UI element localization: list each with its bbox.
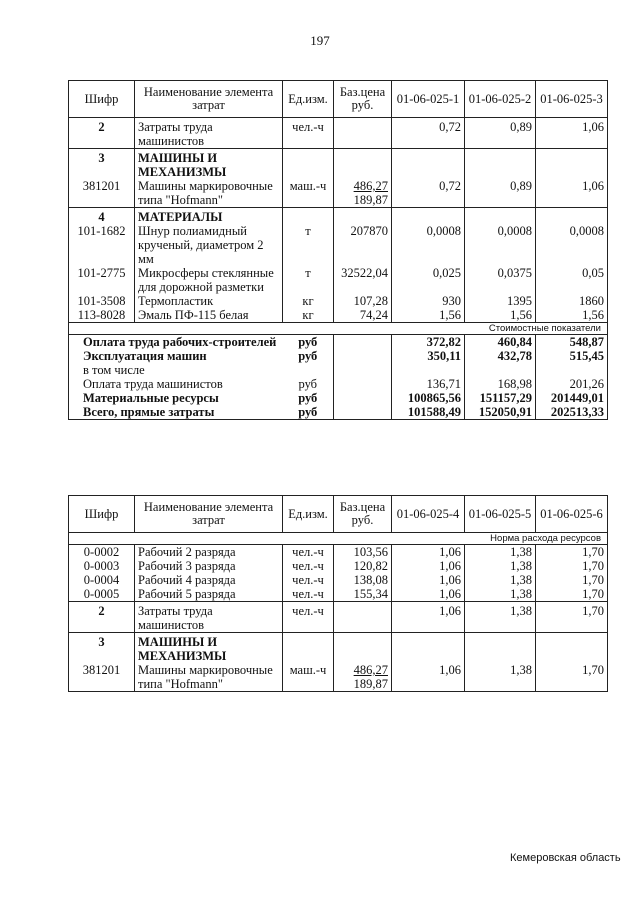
code-cell: 0-0004 xyxy=(69,573,135,587)
summary-name: в том числе xyxy=(69,363,283,377)
table-row xyxy=(69,602,608,633)
summary-row xyxy=(69,363,608,377)
value-cell xyxy=(392,363,465,377)
name-cell: МАШИНЫ И МЕХАНИЗМЫ xyxy=(135,633,283,664)
value-cell: 1,70 xyxy=(536,602,608,633)
name-cell: Затраты труда машинистов xyxy=(135,602,283,633)
value-cell xyxy=(536,363,608,377)
value-cell xyxy=(536,149,608,180)
value-cell xyxy=(392,149,465,180)
price-value: 107,28 xyxy=(353,294,388,308)
unit-cell: кг xyxy=(283,308,334,323)
value-cell xyxy=(465,208,536,225)
value-cell: 1,70 xyxy=(536,663,608,692)
value-cell: 101588,49 xyxy=(392,405,465,420)
table-row xyxy=(69,663,608,692)
value-cell: 1,38 xyxy=(465,573,536,587)
resource-table-1 xyxy=(68,80,608,420)
unit-cell: руб xyxy=(283,391,334,405)
value-cell xyxy=(536,208,608,225)
table-row xyxy=(69,266,608,294)
column-header: 01-06-025-3 xyxy=(536,81,608,118)
code-cell: 0-0005 xyxy=(69,587,135,602)
price-cell xyxy=(334,545,392,560)
summary-label-row xyxy=(69,323,608,335)
summary-name: Материальные ресурсы xyxy=(69,391,283,405)
unit-cell: руб xyxy=(283,335,334,350)
value-cell: 0,72 xyxy=(392,179,465,208)
summary-row xyxy=(69,349,608,363)
price-value: 74,24 xyxy=(359,308,388,322)
resource-table-2 xyxy=(68,495,608,692)
code-cell: 2 xyxy=(69,602,135,633)
summary-row xyxy=(69,405,608,420)
price-cell xyxy=(334,349,392,363)
code-cell: 381201 xyxy=(69,179,135,208)
column-header: Баз.цена руб. xyxy=(334,81,392,118)
price-cell xyxy=(334,405,392,420)
name-cell: Машины маркировочные типа "Hofmann" xyxy=(135,663,283,692)
price-value: 155,34 xyxy=(353,587,388,601)
price-cell xyxy=(334,602,392,633)
unit-cell: чел.-ч xyxy=(283,545,334,560)
column-header: 01-06-025-5 xyxy=(465,496,536,533)
value-cell: 0,72 xyxy=(392,118,465,149)
unit-cell: маш.-ч xyxy=(283,179,334,208)
price-cell xyxy=(334,377,392,391)
price-cell xyxy=(334,308,392,323)
value-cell: 151157,29 xyxy=(465,391,536,405)
value-cell: 0,0008 xyxy=(465,224,536,266)
column-header: Баз.цена руб. xyxy=(334,496,392,533)
value-cell: 1,06 xyxy=(392,663,465,692)
norm-label-row xyxy=(69,533,608,545)
value-cell xyxy=(536,633,608,664)
price-cell xyxy=(334,224,392,266)
code-cell: 3 xyxy=(69,633,135,664)
column-header: 01-06-025-6 xyxy=(536,496,608,533)
table-row xyxy=(69,208,608,225)
table-row xyxy=(69,224,608,266)
code-cell: 0-0002 xyxy=(69,545,135,560)
value-cell: 372,82 xyxy=(392,335,465,350)
value-cell: 1,70 xyxy=(536,587,608,602)
price-cell xyxy=(334,266,392,294)
code-cell: 2 xyxy=(69,118,135,149)
code-cell: 3 xyxy=(69,149,135,180)
unit-cell: руб xyxy=(283,349,334,363)
table-row xyxy=(69,559,608,573)
value-cell: 515,45 xyxy=(536,349,608,363)
code-cell: 4 xyxy=(69,208,135,225)
header-row xyxy=(69,496,608,533)
value-cell: 201,26 xyxy=(536,377,608,391)
column-header: Наименование элемента затрат xyxy=(135,81,283,118)
unit-cell: чел.-ч xyxy=(283,559,334,573)
value-cell xyxy=(465,149,536,180)
value-cell: 1,06 xyxy=(536,179,608,208)
value-cell: 1,38 xyxy=(465,545,536,560)
name-cell: Затраты труда машинистов xyxy=(135,118,283,149)
column-header: Ед.изм. xyxy=(283,496,334,533)
price-cell xyxy=(334,208,392,225)
value-cell: 548,87 xyxy=(536,335,608,350)
unit-cell: т xyxy=(283,266,334,294)
value-cell: 1,56 xyxy=(465,308,536,323)
value-cell: 460,84 xyxy=(465,335,536,350)
value-cell: 1,70 xyxy=(536,573,608,587)
value-cell: 930 xyxy=(392,294,465,308)
column-header: Шифр xyxy=(69,496,135,533)
summary-name: Оплата труда рабочих-строителей xyxy=(69,335,283,350)
table-row xyxy=(69,179,608,208)
value-cell: 201449,01 xyxy=(536,391,608,405)
table-row xyxy=(69,308,608,323)
price-value: 486,27 xyxy=(353,179,388,193)
value-cell: 1,38 xyxy=(465,587,536,602)
price-value: 207870 xyxy=(350,224,388,238)
value-cell: 0,05 xyxy=(536,266,608,294)
summary-row xyxy=(69,377,608,391)
table-row xyxy=(69,587,608,602)
value-cell: 0,0008 xyxy=(536,224,608,266)
price-cell xyxy=(334,663,392,692)
value-cell: 0,0375 xyxy=(465,266,536,294)
value-cell: 1,06 xyxy=(392,602,465,633)
name-cell: МАШИНЫ И МЕХАНИЗМЫ xyxy=(135,149,283,180)
value-cell xyxy=(392,208,465,225)
value-cell: 202513,33 xyxy=(536,405,608,420)
value-cell xyxy=(465,363,536,377)
summary-row xyxy=(69,391,608,405)
code-cell: 113-8028 xyxy=(69,308,135,323)
unit-cell: т xyxy=(283,224,334,266)
value-cell xyxy=(465,633,536,664)
name-cell: Шнур полиамидный крученый, диаметром 2 мм xyxy=(135,224,283,266)
unit-cell xyxy=(283,208,334,225)
table-row xyxy=(69,118,608,149)
unit-cell: чел.-ч xyxy=(283,587,334,602)
value-cell: 350,11 xyxy=(392,349,465,363)
unit-cell xyxy=(283,149,334,180)
price-value: 103,56 xyxy=(353,545,388,559)
value-cell: 168,98 xyxy=(465,377,536,391)
price-cell xyxy=(334,363,392,377)
price-cell xyxy=(334,179,392,208)
table-row xyxy=(69,545,608,560)
name-cell: Рабочий 2 разряда xyxy=(135,545,283,560)
column-header: Ед.изм. xyxy=(283,81,334,118)
price-cell xyxy=(334,587,392,602)
value-cell: 1,70 xyxy=(536,559,608,573)
name-cell: Термопластик xyxy=(135,294,283,308)
code-cell: 101-3508 xyxy=(69,294,135,308)
unit-cell: руб xyxy=(283,377,334,391)
value-cell: 152050,91 xyxy=(465,405,536,420)
value-cell: 1,06 xyxy=(392,573,465,587)
price-value: 486,27 xyxy=(353,663,388,677)
value-cell: 1,06 xyxy=(392,545,465,560)
column-header: Шифр xyxy=(69,81,135,118)
unit-cell: руб xyxy=(283,405,334,420)
unit-cell xyxy=(283,363,334,377)
name-cell: Рабочий 5 разряда xyxy=(135,587,283,602)
name-cell: Микросферы стеклянные для дорожной разметки xyxy=(135,266,283,294)
price-cell xyxy=(334,573,392,587)
name-cell: МАТЕРИАЛЫ xyxy=(135,208,283,225)
unit-cell: кг xyxy=(283,294,334,308)
name-cell: Рабочий 4 разряда xyxy=(135,573,283,587)
value-cell: 0,89 xyxy=(465,118,536,149)
footer-region: Кемеровская область xyxy=(510,852,621,864)
price-cell xyxy=(334,118,392,149)
price-cell xyxy=(334,633,392,664)
unit-cell xyxy=(283,633,334,664)
summary-name: Оплата труда машинистов xyxy=(69,377,283,391)
name-cell: Рабочий 3 разряда xyxy=(135,559,283,573)
code-cell: 101-1682 xyxy=(69,224,135,266)
value-cell: 1,06 xyxy=(392,587,465,602)
value-cell: 136,71 xyxy=(392,377,465,391)
value-cell: 100865,56 xyxy=(392,391,465,405)
column-header: Наименование элемента затрат xyxy=(135,496,283,533)
price-secondary-value: 189,87 xyxy=(353,193,388,207)
value-cell xyxy=(392,633,465,664)
unit-cell: маш.-ч xyxy=(283,663,334,692)
table-row xyxy=(69,633,608,664)
price-value: 138,08 xyxy=(353,573,388,587)
summary-name: Эксплуатация машин xyxy=(69,349,283,363)
column-header: 01-06-025-1 xyxy=(392,81,465,118)
name-cell: Эмаль ПФ-115 белая xyxy=(135,308,283,323)
unit-cell: чел.-ч xyxy=(283,573,334,587)
header-row xyxy=(69,81,608,118)
code-cell: 381201 xyxy=(69,663,135,692)
code-cell: 0-0003 xyxy=(69,559,135,573)
summary-name: Всего, прямые затраты xyxy=(69,405,283,420)
column-header: 01-06-025-4 xyxy=(392,496,465,533)
value-cell: 1,38 xyxy=(465,559,536,573)
value-cell: 1,56 xyxy=(392,308,465,323)
value-cell: 1,70 xyxy=(536,545,608,560)
value-cell: 1860 xyxy=(536,294,608,308)
table-row xyxy=(69,294,608,308)
value-cell: 1,56 xyxy=(536,308,608,323)
unit-cell: чел.-ч xyxy=(283,118,334,149)
value-cell: 432,78 xyxy=(465,349,536,363)
price-cell xyxy=(334,559,392,573)
value-cell: 1,06 xyxy=(536,118,608,149)
unit-cell: чел.-ч xyxy=(283,602,334,633)
name-cell: Машины маркировочные типа "Hofmann" xyxy=(135,179,283,208)
price-cell xyxy=(334,335,392,350)
value-cell: 1,38 xyxy=(465,663,536,692)
summary-row xyxy=(69,335,608,350)
page-number: 197 xyxy=(310,33,330,48)
value-cell: 1395 xyxy=(465,294,536,308)
table-row xyxy=(69,573,608,587)
value-cell: 1,06 xyxy=(392,559,465,573)
price-cell xyxy=(334,391,392,405)
price-cell xyxy=(334,149,392,180)
value-cell: 0,025 xyxy=(392,266,465,294)
value-cell: 1,38 xyxy=(465,602,536,633)
price-cell xyxy=(334,294,392,308)
section-label: Стоимостные показатели xyxy=(69,323,608,335)
column-header: 01-06-025-2 xyxy=(465,81,536,118)
section-label: Норма расхода ресурсов xyxy=(69,533,608,545)
value-cell: 0,0008 xyxy=(392,224,465,266)
table-row xyxy=(69,149,608,180)
price-secondary-value: 189,87 xyxy=(353,677,388,691)
price-value: 32522,04 xyxy=(341,266,388,280)
price-value: 120,82 xyxy=(353,559,388,573)
code-cell: 101-2775 xyxy=(69,266,135,294)
value-cell: 0,89 xyxy=(465,179,536,208)
